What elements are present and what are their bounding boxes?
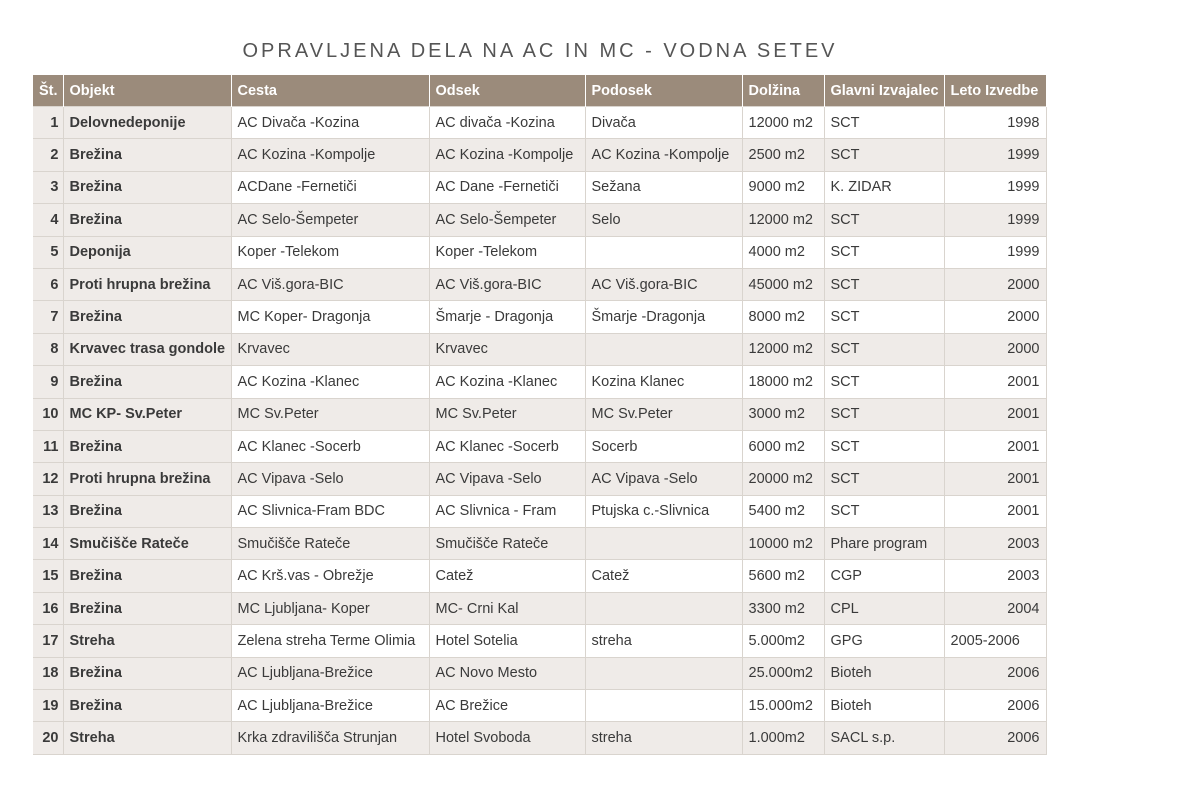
cell-object: Brežina — [63, 171, 231, 203]
cell-year: 2001 — [944, 430, 1046, 462]
cell-object: Brežina — [63, 560, 231, 592]
cell-contractor: Phare program — [824, 528, 944, 560]
cell-length: 20000 m2 — [742, 463, 824, 495]
cell-no: 18 — [33, 657, 63, 689]
cell-subsection: AC Viš.gora-BIC — [585, 268, 742, 300]
cell-contractor: SCT — [824, 139, 944, 171]
cell-no: 9 — [33, 366, 63, 398]
cell-road: MC Koper- Dragonja — [231, 301, 429, 333]
table-header-row — [33, 75, 1046, 107]
cell-contractor: SACL s.p. — [824, 722, 944, 754]
cell-contractor: SCT — [824, 301, 944, 333]
cell-length: 5400 m2 — [742, 495, 824, 527]
table-row — [33, 236, 1046, 268]
cell-length: 9000 m2 — [742, 171, 824, 203]
header-cell-subsection: Podosek — [585, 75, 742, 107]
cell-road: Zelena streha Terme Olimia — [231, 625, 429, 657]
table-row — [33, 463, 1046, 495]
cell-year: 2000 — [944, 333, 1046, 365]
cell-subsection: Selo — [585, 204, 742, 236]
cell-object: Proti hrupna brežina — [63, 463, 231, 495]
cell-subsection: Kozina Klanec — [585, 366, 742, 398]
table-body — [33, 107, 1046, 755]
cell-contractor: SCT — [824, 430, 944, 462]
cell-year: 2003 — [944, 528, 1046, 560]
cell-length: 8000 m2 — [742, 301, 824, 333]
table-row — [33, 107, 1046, 139]
cell-object: MC KP- Sv.Peter — [63, 398, 231, 430]
cell-road: AC Vipava -Selo — [231, 463, 429, 495]
cell-year: 2004 — [944, 592, 1046, 624]
table-row — [33, 139, 1046, 171]
cell-section: Hotel Svoboda — [429, 722, 585, 754]
cell-no: 19 — [33, 690, 63, 722]
cell-year: 2005-2006 — [944, 625, 1046, 657]
cell-contractor: K. ZIDAR — [824, 171, 944, 203]
cell-subsection — [585, 333, 742, 365]
table-row — [33, 204, 1046, 236]
cell-length: 12000 m2 — [742, 204, 824, 236]
cell-length: 4000 m2 — [742, 236, 824, 268]
cell-object: Streha — [63, 722, 231, 754]
cell-no: 15 — [33, 560, 63, 592]
cell-year: 2003 — [944, 560, 1046, 592]
header-cell-object: Objekt — [63, 75, 231, 107]
table-row — [33, 333, 1046, 365]
table-row — [33, 592, 1046, 624]
header-cell-no: Št. — [33, 75, 63, 107]
cell-subsection: AC Vipava -Selo — [585, 463, 742, 495]
cell-contractor: SCT — [824, 333, 944, 365]
cell-section: AC Viš.gora-BIC — [429, 268, 585, 300]
table-row — [33, 625, 1046, 657]
cell-object: Brežina — [63, 495, 231, 527]
cell-year: 2001 — [944, 398, 1046, 430]
cell-subsection — [585, 236, 742, 268]
cell-object: Brežina — [63, 366, 231, 398]
cell-no: 7 — [33, 301, 63, 333]
cell-object: Delovnedeponije — [63, 107, 231, 139]
cell-contractor: SCT — [824, 107, 944, 139]
cell-object: Brežina — [63, 657, 231, 689]
cell-section: AC Dane -Fernetiči — [429, 171, 585, 203]
cell-contractor: SCT — [824, 366, 944, 398]
cell-subsection: Ptujska c.-Slivnica — [585, 495, 742, 527]
cell-subsection: streha — [585, 625, 742, 657]
cell-no: 5 — [33, 236, 63, 268]
table-row — [33, 366, 1046, 398]
cell-object: Brežina — [63, 204, 231, 236]
cell-no: 6 — [33, 268, 63, 300]
cell-section: AC Kozina -Kompolje — [429, 139, 585, 171]
cell-road: AC Kozina -Klanec — [231, 366, 429, 398]
cell-length: 10000 m2 — [742, 528, 824, 560]
cell-year: 2006 — [944, 722, 1046, 754]
cell-no: 13 — [33, 495, 63, 527]
table-row — [33, 495, 1046, 527]
table-row — [33, 398, 1046, 430]
cell-road: Krka zdravilišča Strunjan — [231, 722, 429, 754]
cell-section: AC Novo Mesto — [429, 657, 585, 689]
header-cell-contractor: Glavni Izvajalec — [824, 75, 944, 107]
cell-subsection: Socerb — [585, 430, 742, 462]
cell-section: Krvavec — [429, 333, 585, 365]
cell-contractor: SCT — [824, 495, 944, 527]
cell-object: Brežina — [63, 690, 231, 722]
cell-object: Brežina — [63, 592, 231, 624]
cell-length: 18000 m2 — [742, 366, 824, 398]
cell-object: Brežina — [63, 430, 231, 462]
cell-year: 1999 — [944, 204, 1046, 236]
cell-section: AC Brežice — [429, 690, 585, 722]
cell-object: Brežina — [63, 139, 231, 171]
cell-year: 2006 — [944, 690, 1046, 722]
cell-road: Krvavec — [231, 333, 429, 365]
cell-road: Smučišče Rateče — [231, 528, 429, 560]
table-row — [33, 171, 1046, 203]
cell-no: 2 — [33, 139, 63, 171]
cell-year: 2001 — [944, 463, 1046, 495]
header-cell-section: Odsek — [429, 75, 585, 107]
cell-length: 5600 m2 — [742, 560, 824, 592]
cell-road: AC Klanec -Socerb — [231, 430, 429, 462]
cell-length: 3000 m2 — [742, 398, 824, 430]
cell-section: Hotel Sotelia — [429, 625, 585, 657]
cell-section: AC Slivnica - Fram — [429, 495, 585, 527]
cell-no: 17 — [33, 625, 63, 657]
cell-no: 3 — [33, 171, 63, 203]
cell-section: Catež — [429, 560, 585, 592]
cell-road: ACDane -Fernetiči — [231, 171, 429, 203]
cell-year: 1999 — [944, 139, 1046, 171]
cell-year: 2001 — [944, 495, 1046, 527]
cell-contractor: GPG — [824, 625, 944, 657]
cell-year: 1999 — [944, 171, 1046, 203]
table-row — [33, 657, 1046, 689]
table-row — [33, 301, 1046, 333]
cell-section: Šmarje - Dragonja — [429, 301, 585, 333]
header-cell-length: Dolžina — [742, 75, 824, 107]
cell-contractor: Bioteh — [824, 657, 944, 689]
cell-section: AC Selo-Šempeter — [429, 204, 585, 236]
cell-road: Koper -Telekom — [231, 236, 429, 268]
cell-object: Deponija — [63, 236, 231, 268]
cell-length: 45000 m2 — [742, 268, 824, 300]
cell-no: 11 — [33, 430, 63, 462]
header-cell-road: Cesta — [231, 75, 429, 107]
cell-road: AC Selo-Šempeter — [231, 204, 429, 236]
cell-no: 12 — [33, 463, 63, 495]
cell-year: 2006 — [944, 657, 1046, 689]
cell-section: Koper -Telekom — [429, 236, 585, 268]
cell-section: Smučišče Rateče — [429, 528, 585, 560]
cell-subsection: Sežana — [585, 171, 742, 203]
cell-no: 14 — [33, 528, 63, 560]
cell-object: Streha — [63, 625, 231, 657]
cell-length: 3300 m2 — [742, 592, 824, 624]
cell-road: AC Divača -Kozina — [231, 107, 429, 139]
cell-no: 16 — [33, 592, 63, 624]
cell-subsection — [585, 690, 742, 722]
cell-length: 1.000m2 — [742, 722, 824, 754]
cell-length: 25.000m2 — [742, 657, 824, 689]
cell-contractor: Bioteh — [824, 690, 944, 722]
cell-contractor: CPL — [824, 592, 944, 624]
cell-section: AC Kozina -Klanec — [429, 366, 585, 398]
cell-road: MC Sv.Peter — [231, 398, 429, 430]
cell-subsection: Šmarje -Dragonja — [585, 301, 742, 333]
cell-object: Smučišče Rateče — [63, 528, 231, 560]
cell-no: 20 — [33, 722, 63, 754]
cell-subsection — [585, 528, 742, 560]
cell-subsection: AC Kozina -Kompolje — [585, 139, 742, 171]
cell-section: AC divača -Kozina — [429, 107, 585, 139]
cell-length: 5.000m2 — [742, 625, 824, 657]
cell-year: 2001 — [944, 366, 1046, 398]
cell-year: 1998 — [944, 107, 1046, 139]
cell-subsection: MC Sv.Peter — [585, 398, 742, 430]
header-cell-year: Leto Izvedbe — [944, 75, 1046, 107]
cell-subsection: streha — [585, 722, 742, 754]
cell-length: 2500 m2 — [742, 139, 824, 171]
cell-contractor: SCT — [824, 236, 944, 268]
cell-contractor: SCT — [824, 398, 944, 430]
cell-subsection: Divača — [585, 107, 742, 139]
cell-section: MC- Crni Kal — [429, 592, 585, 624]
cell-subsection: Catež — [585, 560, 742, 592]
cell-no: 8 — [33, 333, 63, 365]
cell-object: Brežina — [63, 301, 231, 333]
table-row — [33, 722, 1046, 754]
cell-length: 15.000m2 — [742, 690, 824, 722]
cell-object: Krvavec trasa gondole — [63, 333, 231, 365]
cell-road: AC Ljubljana-Brežice — [231, 690, 429, 722]
cell-length: 12000 m2 — [742, 333, 824, 365]
cell-no: 1 — [33, 107, 63, 139]
table-row — [33, 268, 1046, 300]
cell-road: AC Kozina -Kompolje — [231, 139, 429, 171]
cell-year: 2000 — [944, 301, 1046, 333]
cell-section: AC Klanec -Socerb — [429, 430, 585, 462]
cell-subsection — [585, 592, 742, 624]
cell-no: 4 — [33, 204, 63, 236]
cell-road: AC Ljubljana-Brežice — [231, 657, 429, 689]
cell-road: MC Ljubljana- Koper — [231, 592, 429, 624]
cell-section: MC Sv.Peter — [429, 398, 585, 430]
cell-contractor: CGP — [824, 560, 944, 592]
cell-section: AC Vipava -Selo — [429, 463, 585, 495]
cell-road: AC Slivnica-Fram BDC — [231, 495, 429, 527]
cell-contractor: SCT — [824, 463, 944, 495]
table-row — [33, 690, 1046, 722]
works-table — [33, 75, 1047, 755]
cell-length: 12000 m2 — [742, 107, 824, 139]
table-row — [33, 528, 1046, 560]
table-row — [33, 430, 1046, 462]
cell-length: 6000 m2 — [742, 430, 824, 462]
cell-year: 1999 — [944, 236, 1046, 268]
cell-no: 10 — [33, 398, 63, 430]
cell-object: Proti hrupna brežina — [63, 268, 231, 300]
table-row — [33, 560, 1046, 592]
cell-contractor: SCT — [824, 204, 944, 236]
cell-road: AC Viš.gora-BIC — [231, 268, 429, 300]
cell-subsection — [585, 657, 742, 689]
cell-contractor: SCT — [824, 268, 944, 300]
cell-year: 2000 — [944, 268, 1046, 300]
cell-road: AC Krš.vas - Obrežje — [231, 560, 429, 592]
page-title: OPRAVLJENA DELA NA AC IN MC - VODNA SETEV — [242, 40, 838, 62]
